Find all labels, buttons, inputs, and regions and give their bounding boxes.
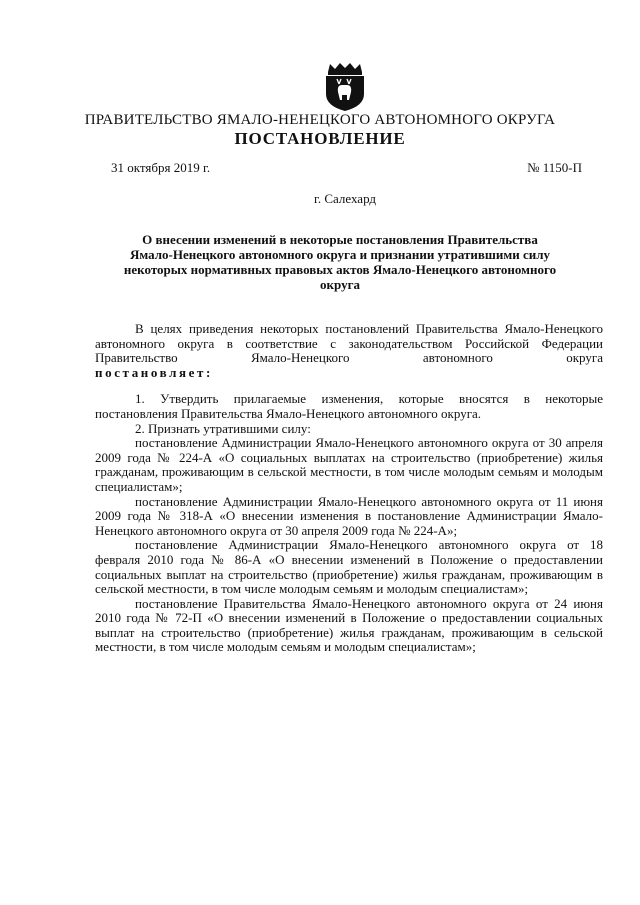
document-type-title: ПОСТАНОВЛЕНИЕ xyxy=(234,129,406,148)
preamble-paragraph: В целях приведения некоторых постановлений Правительства Ямало-Ненецкого автономного округа в соответствие с законодательством Российской Федерации Правительство Ямало-Ненецкого автономного округа xyxy=(95,321,603,366)
repealed-act-item: постановление Администрации Ямало-Ненецкого автономного округа от 18 февраля 2010 года № 86-А «О внесении изменений в Положение о предоставлении социальных выплат на строительство (приобретение) жилья гражданам, проживающим в сельской местности, в том числе молодым семьям и молодым специалистам»; xyxy=(95,537,603,597)
organization-title: ПРАВИТЕЛЬСТВО ЯМАЛО-НЕНЕЦКОГО АВТОНОМНОГО ОКРУГА xyxy=(84,112,556,128)
document-number: № 1150-П xyxy=(527,160,582,175)
item-2-paragraph: 2. Признать утратившими силу: xyxy=(135,420,311,436)
decree-word: постановляет: xyxy=(95,364,213,380)
coat-of-arms-icon xyxy=(322,62,368,112)
document-date: 31 октября 2019 г. xyxy=(111,160,211,175)
document-body xyxy=(95,322,603,655)
repealed-act-item: постановление Администрации Ямало-Ненецкого автономного округа от 30 апреля 2009 года № 224-А «О социальных выплатах на строительство (приобретение) жилья гражданам, проживающим в сельской местности, в том числе молодым семьям и молодым специалистам»; xyxy=(95,435,603,494)
document-subject: О внесении изменений в некоторые постановления Правительства Ямало-Ненецкого автономного округа и признании утратившими силу некоторых нормативных правовых актов Ямало-Ненецкого автономного округа xyxy=(123,232,557,292)
item-1-paragraph: 1. Утвердить прилагаемые изменения, которые вносятся в некоторые постановления Правительства Ямало-Ненецкого автономного округа. xyxy=(95,391,603,421)
repealed-act-item: постановление Администрации Ямало-Ненецкого автономного округа от 11 июня 2009 года № 318-А «О внесении изменения в постановление Администрации Ямало-Ненецкого автономного округа от 30 апреля 2009 года № 224-А»; xyxy=(95,493,603,538)
document-city: г. Салехард xyxy=(313,191,377,206)
decree-paragraph xyxy=(95,366,603,381)
repealed-act-item: постановление Правительства Ямало-Ненецкого автономного округа от 24 июня 2010 года № 72-П «О внесении изменений в Положение о предоставлении социальных выплат на строительство (приобретение) жилья гражданам, проживающим в сельской местности, в том числе молодым семьям и молодым специалистам»; xyxy=(95,595,603,655)
